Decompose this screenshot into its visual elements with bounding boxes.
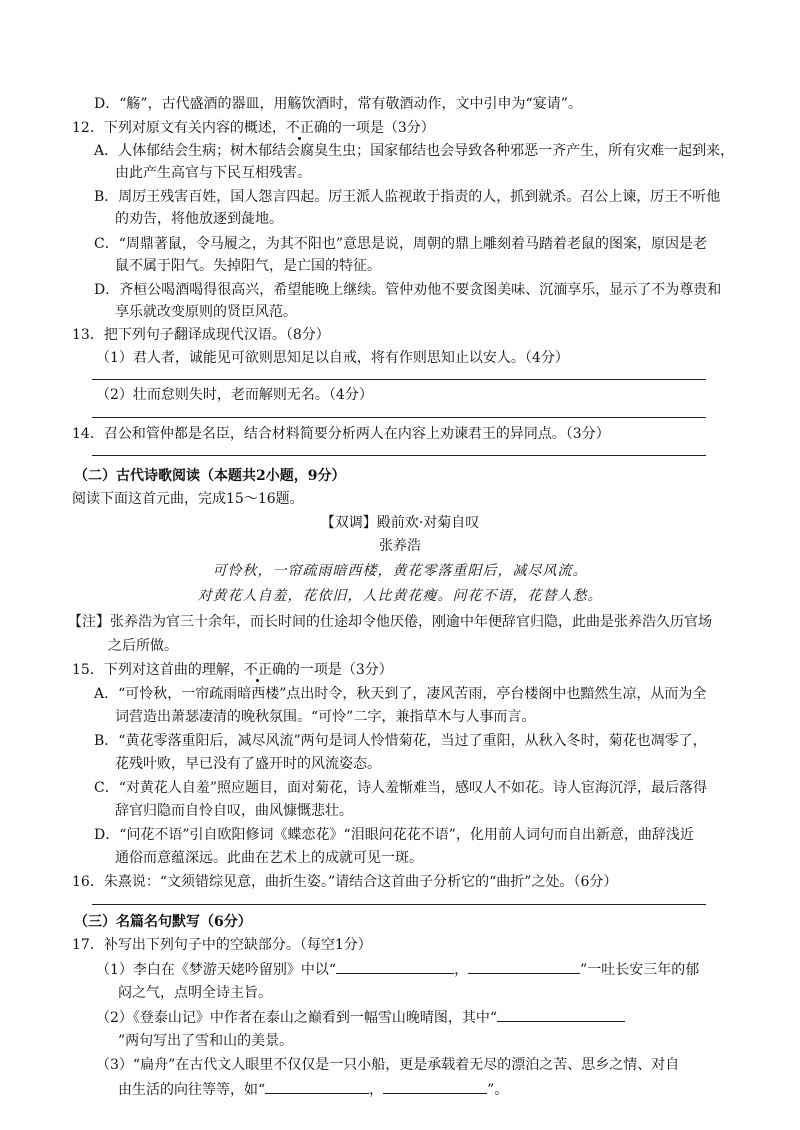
poem-note-cont: 之后所做。 <box>108 638 178 654</box>
fill-blank[interactable] <box>497 1007 625 1022</box>
q15-option-c-cont: 辞官归隐而自怜自叹，曲风慷慨悲壮。 <box>115 803 353 819</box>
q15-option-b: B．“黄花零落重阳后，减尽风流”两句是词人怜惜菊花，当过了重阳，从秋入冬时，菊花也凋零了， <box>94 733 707 749</box>
q13-stem: 13．把下列句子翻译成现代汉语。（8分） <box>72 327 330 343</box>
q17-part-2-cont: ”两句写出了雪和山的美景。 <box>118 1033 294 1049</box>
q15-option-b-cont: 花残叶败，早已没有了盛开时的风流姿态。 <box>115 756 381 772</box>
fill-blank[interactable] <box>336 959 454 974</box>
q15-option-a: A．“可怜秋，一帘疏雨暗西楼”点出时令，秋天到了，凄风苦雨，亭台楼阁中也黯然生凉，从而为全 <box>94 686 707 702</box>
q12-stem: 12．下列对原文有关内容的概述，不正确的一项是（3分） <box>72 120 435 136</box>
answer-line[interactable] <box>92 904 706 905</box>
q15-option-d-cont: 通俗而意蕴深远。此曲在艺术上的成就可见一斑。 <box>115 850 423 866</box>
answer-line[interactable] <box>92 379 706 380</box>
q17-part-3-cont: 由生活的向往等等，如“ ， ”。 <box>118 1079 508 1100</box>
fill-blank[interactable] <box>383 1079 487 1094</box>
emphasis-dotted: 不正 <box>285 120 314 136</box>
q14-stem: 14．召公和管仲都是名臣，结合材料简要分析两人在内容上劝谏君王的异同点。（3分） <box>72 426 610 442</box>
fill-blank[interactable] <box>265 1079 369 1094</box>
q12-option-b-cont: 的劝告，将他放逐到彘地。 <box>115 211 283 227</box>
poetry-intro: 阅读下面这首元曲，完成15～16题。 <box>72 491 304 507</box>
section-heading-poetry: （二）古代诗歌阅读（本题共2小题，9分） <box>74 468 346 484</box>
q17-stem: 17．补写出下列句子中的空缺部分。（每空1分） <box>72 937 372 953</box>
emphasis-dotted: 不正 <box>243 662 272 678</box>
q17-part-1: （1）李白在《梦游天姥吟留别》中以“ ， ”一吐长安三年的郁 <box>96 959 699 980</box>
q15-option-d: D．“问花不语”引自欧阳修词《蝶恋花》“泪眼问花花不语”，化用前人词句而自出新意，曲辞浅近 <box>94 827 694 843</box>
section-heading-dictation: （三）名篇名句默写（6分） <box>74 914 252 930</box>
q15-option-c: C．“对黄花人自羞”照应题目，面对菊花，诗人羞惭难当，感叹人不如花。诗人宦海沉浮，最后落得 <box>94 780 708 796</box>
answer-line[interactable] <box>92 417 706 418</box>
q12-option-c: C．“周鼎著鼠，令马履之，为其不阳也”意思是说，周朝的鼎上雕刻着马踏着老鼠的图案，原因是老 <box>94 236 708 252</box>
q17-part-2: （2）《登泰山记》中作者在泰山之巅看到一幅雪山晚晴图，其中“ <box>96 1007 625 1028</box>
fill-blank[interactable] <box>468 959 580 974</box>
q12-option-d-cont: 享乐就改变原则的贤臣风范。 <box>115 304 297 320</box>
answer-line[interactable] <box>92 455 706 456</box>
poem-note: 【注】张养浩为官三十余年，而长时间的仕途却令他厌倦，刚逾中年便辞官归隐，此曲是张养浩久历官场 <box>68 614 712 630</box>
poem-line-1: 可怜秋，一帘疏雨暗西楼，黄花零落重阳后，减尽风流。 <box>212 563 588 579</box>
q12-option-a-cont: 由此产生高官与下民互相残害。 <box>115 165 311 181</box>
q17-part-1-cont: 闷之气，点明全诗主旨。 <box>118 985 272 1001</box>
q12-option-a: A．人体郁结会生病；树木郁结会腐臭生虫；国家郁结也会导致各种邪恶一齐产生，所有灾难一起到来， <box>94 143 735 159</box>
q11-option-d: D．“觞”，古代盛酒的器皿，用觞饮酒时，常有敬酒动作，文中引申为“宴请”。 <box>94 96 582 112</box>
poem-author: 张养浩 <box>379 538 421 554</box>
q16-stem: 16．朱熹说：“文须错综见意，曲折生姿。”请结合这首曲子分析它的“曲折”之处。（6分） <box>72 874 618 890</box>
q15-option-a-cont: 词营造出萧瑟凄清的晚秋氛围。“可怜”二字，兼指草木与人事而言。 <box>115 709 536 725</box>
poem-title: 【双调】殿前欢·对菊自叹 <box>320 515 480 531</box>
q13-sentence-2: （2）壮而怠则失时，老而解则无名。（4分） <box>96 387 373 403</box>
q12-option-c-cont: 鼠不属于阳气。失掉阳气，是亡国的特征。 <box>115 258 381 274</box>
q12-option-d: D．齐桓公喝酒喝得很高兴，希望能晚上继续。管仲劝他不要贪图美味、沉湎享乐，显示了不为尊贵和 <box>94 282 722 298</box>
q17-part-3: （3）“扁舟”在古代文人眼里不仅仅是一只小船，更是承载着无尽的漂泊之苦、思乡之情、对自 <box>96 1057 680 1073</box>
poem-line-2: 对黄花人自羞，花依旧，人比黄花瘦。问花不语，花替人愁。 <box>197 588 603 604</box>
q13-sentence-1: （1）君人者，诚能见可欲则思知足以自戒，将有作则思知止以安人。（4分） <box>96 350 569 366</box>
q12-option-b: B．周厉王残害百姓，国人怨言四起。厉王派人监视敢于指责的人，抓到就杀。召公上谏，厉王不听他 <box>94 189 721 205</box>
q15-stem: 15．下列对这首曲的理解，不正确的一项是（3分） <box>72 662 393 678</box>
